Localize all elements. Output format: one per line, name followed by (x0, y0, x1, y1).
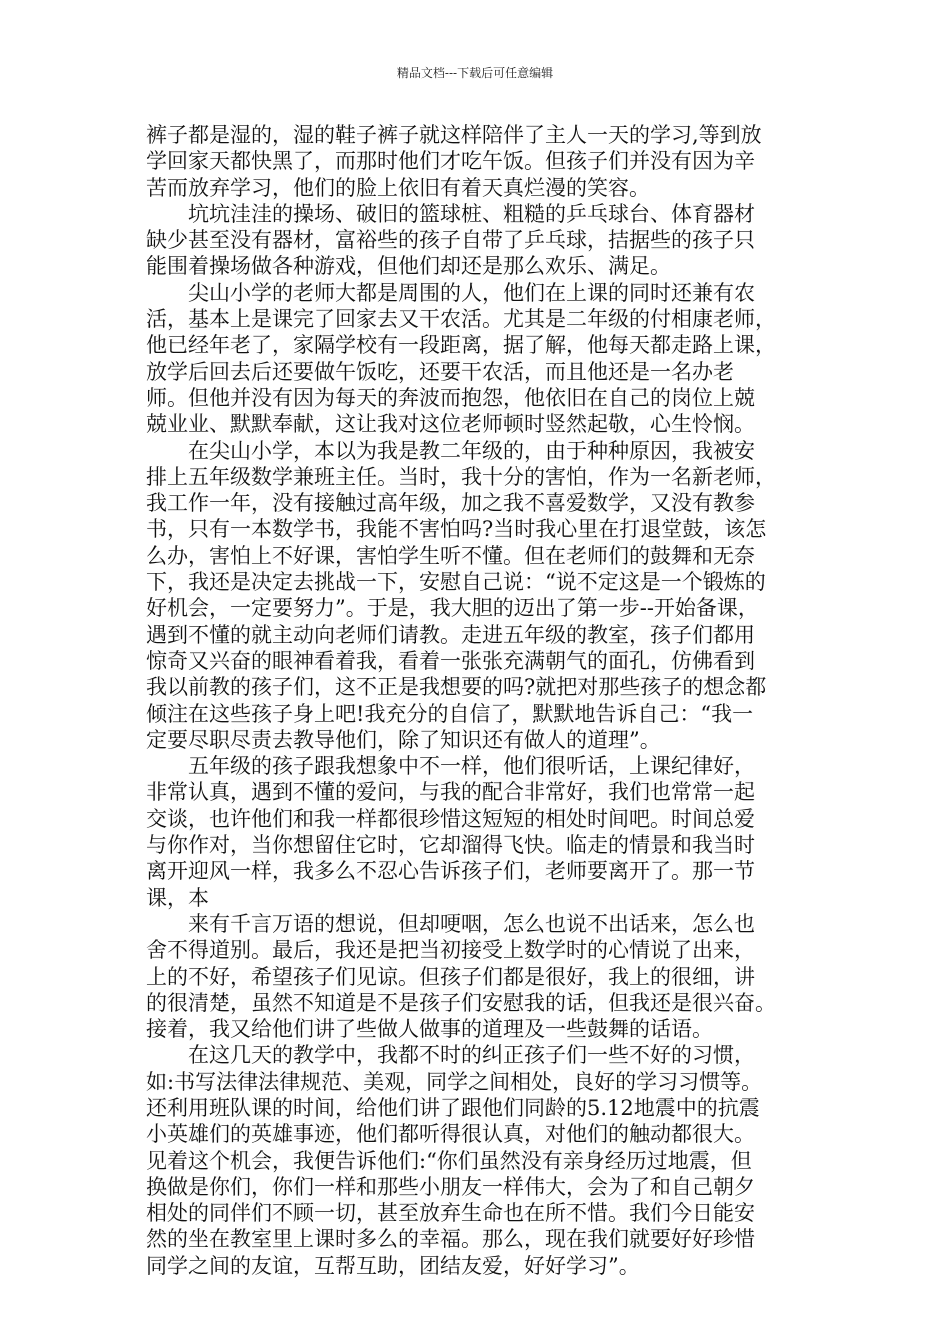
text-line: 来有千言万语的想说，但却哽咽，怎么也说不出话来，怎么也 (188, 911, 755, 936)
text-line: 活，基本上是课完了回家去又干农活。尤其是二年级的付相康老师， (146, 307, 776, 332)
text-line: 离开迎风一样，我多么不忍心告诉孩子们，老师要离开了。那一节 (146, 859, 755, 884)
body-text (146, 122, 822, 1279)
text-line: 课，本 (146, 885, 209, 910)
text-line: 在尖山小学，本以为我是教二年级的，由于种种原因，我被安 (188, 438, 755, 463)
text-line: 我以前教的孩子们，这不正是我想要的吗?就把对那些孩子的想念都 (146, 675, 767, 700)
text-line: 坑坑洼洼的操场、破旧的篮球桩、粗糙的乒乓球台、体育器材 (188, 201, 755, 226)
text-line: 倾注在这些孩子身上吧!我充分的自信了，默默地告诉自己：“我一 (146, 701, 754, 726)
text-line: 还利用班队课的时间，给他们讲了跟他们同龄的5.12地震中的抗震 (146, 1095, 760, 1120)
text-line: 苦而放弃学习，他们的脸上依旧有着天真烂漫的笑容。 (146, 175, 650, 200)
text-line: 能围着操场做各种游戏，但他们却还是那么欢乐、满足。 (146, 254, 671, 279)
text-line: 然的坐在教室里上课时多么的幸福。那么，现在我们就要好好珍惜 (146, 1227, 755, 1252)
text-line: 么办，害怕上不好课，害怕学生听不懂。但在老师们的鼓舞和无奈 (146, 543, 755, 568)
text-line: 我工作一年，没有接触过高年级，加之我不喜爱数学，又没有教参 (146, 491, 755, 516)
text-line: 非常认真，遇到不懂的爱问，与我的配合非常好，我们也常常一起 (146, 780, 755, 805)
text-line: 如:书写法律法律规范、美观，同学之间相处，良好的学习习惯等。 (146, 1069, 763, 1094)
text-line: 交谈，也许他们和我一样都很珍惜这短短的相处时间吧。时间总爱 (146, 806, 755, 831)
text-line: 遇到不懂的就主动向老师们请教。走进五年级的教室，孩子们都用 (146, 622, 755, 647)
text-line: 好机会，一定要努力”。于是，我大胆的迈出了第一步--开始备课， (146, 596, 759, 621)
page-header: 精品文档---下载后可任意编辑 (396, 66, 554, 80)
text-line: 接着，我又给他们讲了些做人做事的道理及一些鼓舞的话语。 (146, 1017, 713, 1042)
text-line: 裤子都是湿的，湿的鞋子裤子就这样陪伴了主人一天的学习,等到放 (146, 123, 762, 147)
text-line: 放学后回去后还要做午饭吃，还要干农活，而且他还是一名办老 (146, 359, 734, 384)
text-line: 兢业业、默默奉献，这让我对这位老师顿时竖然起敬，心生怜悯。 (146, 412, 755, 437)
text-line: 小英雄们的英雄事迹，他们都听得很认真，对他们的触动都很大。 (146, 1122, 755, 1147)
text-line: 惊奇又兴奋的眼神看着我，看着一张张充满朝气的面孔，仿佛看到 (146, 648, 755, 673)
text-line: 排上五年级数学兼班主任。当时，我十分的害怕，作为一名新老师， (146, 464, 776, 489)
text-line: 与你作对，当你想留住它时，它却溜得飞快。临走的情景和我当时 (146, 833, 755, 858)
text-line: 他已经年老了，家隔学校有一段距离，据了解，他每天都走路上课， (146, 333, 776, 358)
text-line: 定要尽职尽责去教导他们，除了知识还有做人的道理”。 (146, 727, 661, 752)
text-line: 下，我还是决定去挑战一下，安慰自己说：“说不定这是一个锻炼的 (146, 570, 766, 595)
text-line: 相处的同伴们不顾一切，甚至放弃生命也在所不惜。我们今日能安 (146, 1201, 755, 1226)
text-line: 舍不得道别。最后，我还是把当初接受上数学时的心情说了出来， (146, 938, 755, 963)
text-line: 同学之间的友谊，互帮互助，团结友爱，好好学习”。 (146, 1253, 640, 1278)
text-line: 换做是你们，你们一样和那些小朋友一样伟大，会为了和自己朝夕 (146, 1174, 755, 1199)
text-line: 学回家天都快黑了，而那时他们才吃午饭。但孩子们并没有因为辛 (146, 149, 755, 174)
text-line: 见着这个机会，我便告诉他们:“你们虽然没有亲身经历过地震，但 (146, 1148, 752, 1173)
text-line: 尖山小学的老师大都是周围的人，他们在上课的同时还兼有农 (188, 280, 755, 305)
text-line: 五年级的孩子跟我想象中不一样，他们很听话，上课纪律好， (188, 754, 755, 779)
text-line: 的很清楚，虽然不知道是不是孩子们安慰我的话，但我还是很兴奋。 (146, 990, 776, 1015)
text-line: 缺少甚至没有器材，富裕些的孩子自带了乒乓球，拮据些的孩子只 (146, 228, 755, 253)
text-line: 书，只有一本数学书，我能不害怕吗?当时我心里在打退堂鼓，该怎 (146, 517, 767, 542)
text-line: 师。但他并没有因为每天的奔波而抱怨，他依旧在自己的岗位上兢 (146, 385, 755, 410)
text-line: 上的不好，希望孩子们见谅。但孩子们都是很好，我上的很细，讲 (146, 964, 755, 989)
text-line: 在这几天的教学中，我都不时的纠正孩子们一些不好的习惯， (188, 1043, 755, 1068)
